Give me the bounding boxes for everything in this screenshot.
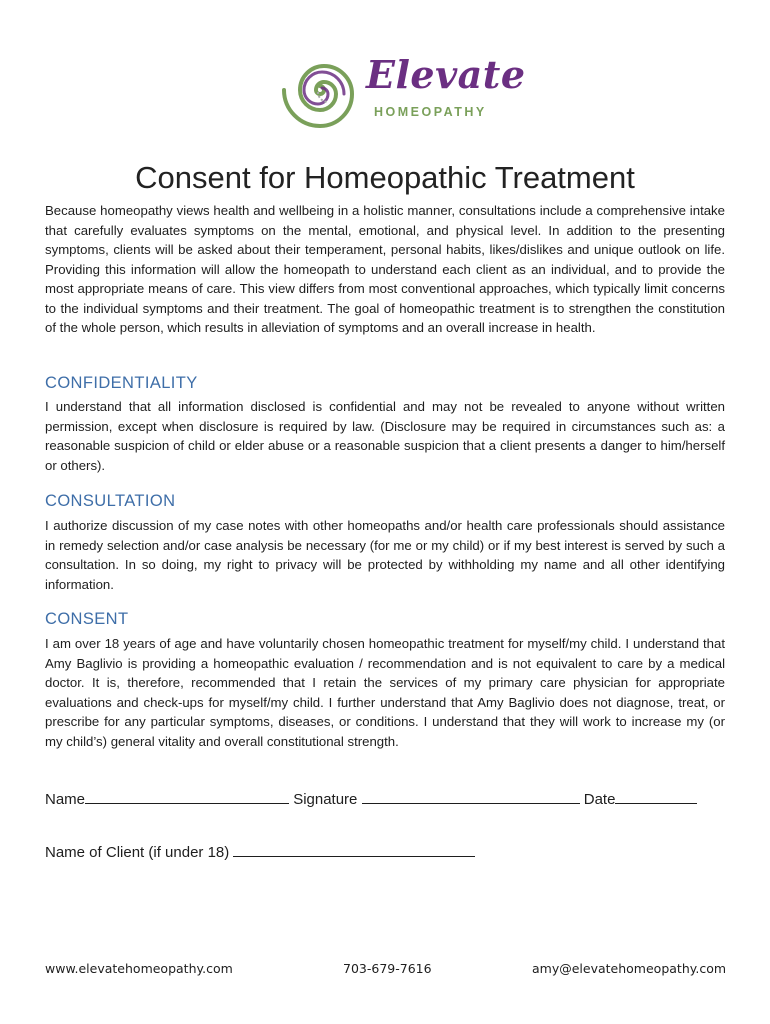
date-field[interactable]: [615, 788, 697, 804]
spiral-logo-icon: [278, 44, 362, 136]
client-row: [45, 841, 475, 861]
client-name-label: Name of Client (if under 18): [45, 844, 230, 861]
confidentiality-paragraph: I understand that all information disclosed is confidential and may not be revealed to anyone without written permission, except when disclosure is required by law. (Disclosure may be required in circumstances such as: a reasonable suspicion of child or elder abuse or a reasonable suspicion that a client presents a danger to him/herself or others).: [45, 399, 725, 473]
consent-paragraph: I am over 18 years of age and have voluntarily chosen homeopathic treatment for myself/my child. I understand that Amy Baglivio is providing a homeopathic evaluation / recommendation and is not equivalent to care by a medical doctor. It is, therefore, recommended that I retain the services of my primary care physician for appropriate evaluations and check-ups for myself/my child. I further understand that Amy Baglivio does not diagnose, treat, or prescribe for any particular symptoms, diseases, or conditions. I understand that they will work to increase my (or my child’s) general vitality and overall constitutional strength.: [45, 636, 725, 749]
confidentiality-heading: CONFIDENTIALITY: [45, 374, 198, 392]
footer-website[interactable]: www.elevatehomeopathy.com: [45, 961, 233, 976]
brand-name: Elevate: [366, 52, 526, 97]
signature-field[interactable]: [362, 788, 580, 804]
consent-heading: CONSENT: [45, 610, 129, 628]
brand-subtitle: HOMEOPATHY: [374, 105, 487, 119]
date-label: Date: [583, 791, 616, 808]
consultation-paragraph: I authorize discussion of my case notes with other homeopaths and/or health care professionals should assistance in remedy selection and/or case analysis be necessary (for me or my child) or if my best interest is served by such a consultation. In so doing, my right to privacy will be protected by withholding my name and all other identifying information.: [45, 518, 725, 592]
name-label: Name: [45, 791, 86, 808]
intro-paragraph: Because homeopathy views health and wellbeing in a holistic manner, consultations include a comprehensive intake that carefully evaluates symptoms on the mental, emotional, and physical level. In addition to the presenting symptoms, clients will be asked about their temperament, personal habits, likes/dislikes and unique outlook on life. Providing this information will allow the homeopath to understand each client as an individual, and to provide the most appropriate means of care. This view differs from most conventional approaches, which typically limit concerns to the individual symptoms and their treatment. The goal of homeopathic treatment is to strengthen the constitution of the whole person, which results in alleviation of symptoms and an overall increase in health.: [45, 203, 725, 335]
client-name-field[interactable]: [233, 841, 475, 857]
signature-row: [45, 788, 697, 808]
footer-email[interactable]: amy@elevatehomeopathy.com: [532, 961, 727, 976]
company-logo: [278, 44, 526, 136]
page-title: Consent for Homeopathic Treatment: [135, 160, 635, 195]
signature-label: Signature: [293, 791, 358, 808]
footer-phone[interactable]: 703-679-7616: [343, 961, 432, 976]
consultation-heading: CONSULTATION: [45, 492, 176, 510]
name-field[interactable]: [85, 788, 289, 804]
